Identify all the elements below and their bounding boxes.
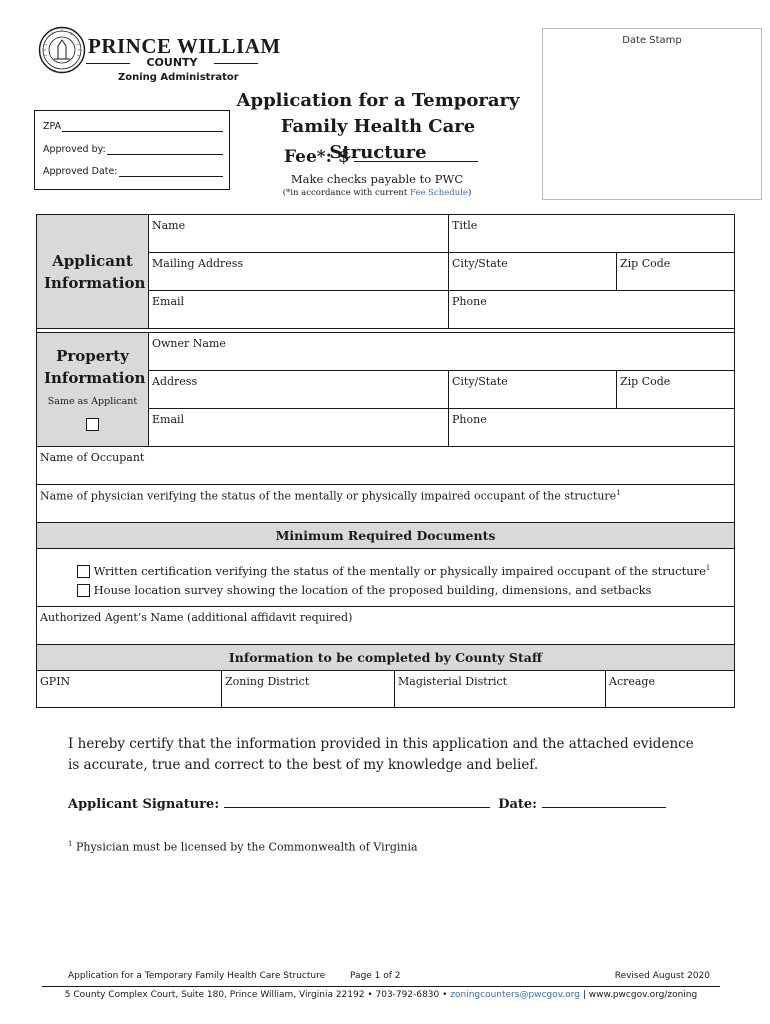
applicant-email-field[interactable]: Email (149, 291, 449, 329)
applicant-title-field[interactable]: Title (449, 215, 735, 253)
survey-checkbox[interactable] (77, 584, 90, 597)
signature-row (68, 795, 728, 812)
property-section-heading: Property Information Same as Applicant (37, 333, 149, 447)
fee-field[interactable]: Fee*: $ (284, 147, 478, 167)
footer-page-number: Page 1 of 2 (350, 971, 401, 981)
footer-doc-title: Application for a Temporary Family Health Care Structure (68, 971, 326, 981)
footer-info (68, 971, 710, 981)
magisterial-district-field[interactable]: Magisterial District (395, 671, 606, 707)
property-zip-field[interactable]: Zip Code (617, 371, 735, 409)
fee-schedule-link[interactable]: Fee Schedule (410, 188, 468, 198)
occupant-name-field[interactable]: Name of Occupant (37, 447, 735, 485)
application-form-table (36, 214, 735, 708)
physician-name-field[interactable]: Name of physician verifying the status of the mentally or physically impaired occupant of the structure$^1$ (37, 485, 735, 523)
zpa-field[interactable]: ZPA (43, 121, 223, 132)
footer-address: 5 County Complex Court, Suite 180, Prince William, Virginia 22192 • 703-792-6830 • zoningcounters@pwcgov.org | www.pwcgov.org/zoning (64, 990, 698, 1000)
same-as-applicant-checkbox[interactable] (86, 418, 99, 431)
county-name: PRINCE WILLIAM (88, 34, 281, 58)
footer-website[interactable]: www.pwcgov.org/zoning (588, 990, 698, 1000)
applicant-mailing-address-field[interactable]: Mailing Address (149, 253, 449, 291)
acreage-field[interactable]: Acreage (609, 675, 655, 688)
approved-date-field[interactable]: Approved Date: (43, 166, 223, 177)
footer-divider (42, 986, 720, 987)
department-name: Zoning Administrator (118, 72, 239, 83)
property-phone-field[interactable]: Phone (449, 409, 735, 447)
office-use-box (34, 110, 230, 190)
applicant-section-heading: Applicant Information (37, 215, 149, 329)
county-staff-heading: Information to be completed by County Staff (37, 645, 735, 671)
signature-field[interactable] (224, 795, 490, 808)
zoning-district-field[interactable]: Zoning District (222, 671, 395, 707)
fee-schedule-note: (*in accordance with current Fee Schedule) (282, 188, 472, 198)
property-city-state-field[interactable]: City/State (449, 371, 617, 409)
authorized-agent-field[interactable]: Authorized Agent’s Name (additional affidavit required) (37, 607, 735, 645)
footnote: $^1$ Physician must be licensed by the Commonwealth of Virginia (68, 840, 418, 854)
property-address-field[interactable]: Address (149, 371, 449, 409)
payable-note: Make checks payable to PWC (290, 172, 464, 186)
document-item-certification: Written certification verifying the status of the mentally or physically impaired occupant of the structure$^1$ (77, 559, 734, 581)
owner-name-field[interactable]: Owner Name (149, 333, 735, 371)
required-documents-list (37, 549, 735, 607)
county-subtitle: COUNTY (86, 56, 258, 69)
date-label: Date: (498, 797, 537, 812)
property-email-field[interactable]: Email (149, 409, 449, 447)
document-item-survey: House location survey showing the location of the proposed building, dimensions, and setbacks (77, 581, 734, 600)
date-stamp-label: Date Stamp (622, 35, 682, 46)
footer-email-link[interactable]: zoningcounters@pwcgov.org (450, 990, 580, 1000)
signature-label: Applicant Signature: (68, 797, 220, 812)
approved-by-field[interactable]: Approved by: (43, 144, 223, 155)
certification-checkbox[interactable] (77, 565, 90, 578)
footer-revised: Revised August 2020 (614, 971, 710, 981)
gpin-field[interactable]: GPIN (37, 671, 222, 707)
date-field[interactable] (542, 795, 666, 808)
required-documents-heading: Minimum Required Documents (37, 523, 735, 549)
county-seal-logo (38, 26, 86, 74)
page-title: Application for a Temporary Family Health Care Structure (236, 90, 520, 163)
applicant-phone-field[interactable]: Phone (449, 291, 735, 329)
same-as-applicant-label: Same as Applicant (47, 395, 138, 407)
certification-statement: I hereby certify that the information provided in this application and the attached evidence is accurate, true and correct to the best of my knowledge and belief. (68, 736, 694, 773)
applicant-zip-field[interactable]: Zip Code (617, 253, 735, 291)
applicant-name-field[interactable]: Name (149, 215, 449, 253)
applicant-city-state-field[interactable]: City/State (449, 253, 617, 291)
date-stamp-box (542, 28, 762, 200)
